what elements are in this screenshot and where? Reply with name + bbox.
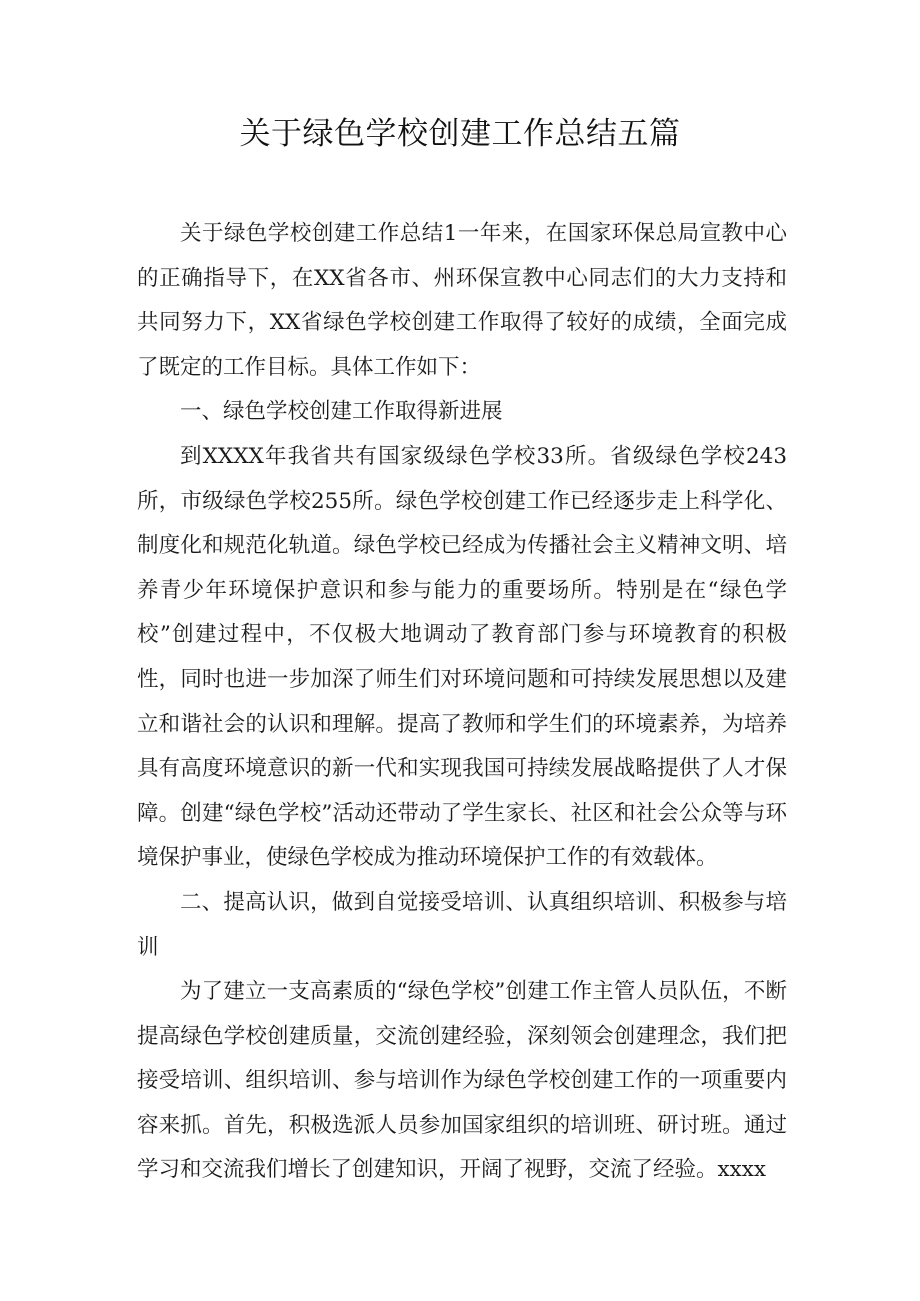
paragraph-progress: 到XXXX年我省共有国家级绿色学校33所。省级绿色学校243所，市级绿色学校255所。绿色学校创建工作已经逐步走上科学化、制度化和规范化轨道。绿色学校已经成为传播社会主义精神文明、培养青少年环境保护意识和参与能力的重要场所。特别是在“绿色学校”创建过程中，不仅极大地调动了教育部门参与环境教育的积极性，同时也进一步加深了师生们对环境问题和可持续发展思想以及建立和谐社会的认识和理解。提高了教师和学生们的环境素养，为培养具有高度环境意识的新一代和实现我国可持续发展战略提供了人才保障。创建“绿色学校”活动还带动了学生家长、社区和社会公众等与环境保护事业，使绿色学校成为推动环境保护工作的有效载体。 [137,443,787,871]
document-body [137,212,787,1193]
paragraph-intro: 关于绿色学校创建工作总结1一年来，在国家环保总局宣教中心的正确指导下，在XX省各市、州环保宣教中心同志们的大力支持和共同努力下，XX省绿色学校创建工作取得了较好的成绩，全面完成了既定的工作目标。具体工作如下： [137,221,787,380]
section-heading-1: 一、绿色学校创建工作取得新进展 [180,399,503,425]
document-title: 关于绿色学校创建工作总结五篇 [239,116,681,152]
section-heading-2: 二、提高认识，做到自觉接受培训、认真组织培训、积极参与培训 [137,889,787,960]
paragraph-training: 为了建立一支高素质的“绿色学校”创建工作主管人员队伍，不断提高绿色学校创建质量，交流创建经验，深刻领会创建理念，我们把接受培训、组织培训、参与培训作为绿色学校创建工作的一项重要内容来抓。首先，积极选派人员参加国家组织的培训班、研讨班。通过学习和交流我们增长了创建知识，开阔了视野，交流了经验。xxxx [137,979,787,1183]
